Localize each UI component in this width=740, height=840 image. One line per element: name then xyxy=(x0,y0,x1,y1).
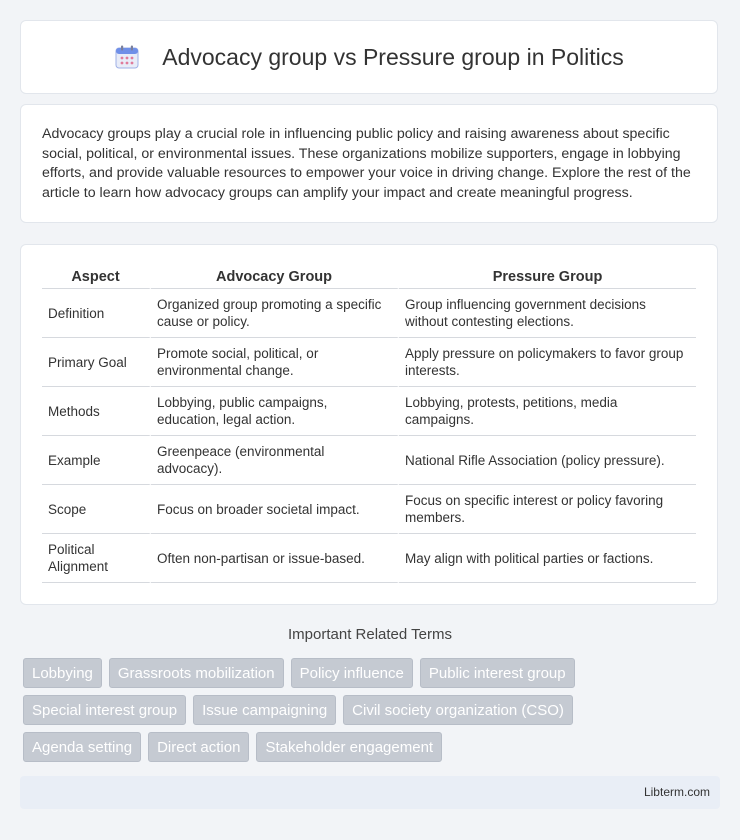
comparison-table xyxy=(42,265,696,583)
tag-agenda-setting[interactable]: Agenda setting xyxy=(23,732,141,762)
row-pressure: National Rifle Association (policy pressure). xyxy=(399,436,696,485)
row-aspect: Primary Goal xyxy=(42,338,151,387)
header-pressure-group: Pressure Group xyxy=(399,265,696,289)
header-aspect: Aspect xyxy=(42,265,151,289)
tag-row xyxy=(23,732,723,762)
tag-lobbying[interactable]: Lobbying xyxy=(23,658,102,688)
tag-row xyxy=(23,658,723,688)
row-pressure: Apply pressure on policymakers to favor group interests. xyxy=(399,338,696,387)
row-advocacy: Promote social, political, or environmental change. xyxy=(151,338,399,387)
tag-issue-campaigning[interactable]: Issue campaigning xyxy=(193,695,336,725)
intro-text: Advocacy groups play a crucial role in influencing public policy and raising awareness about specific social, political, or environmental issues. These organizations mobilize supporters, engage in lobbying efforts, and provide valuable resources to empower your voice in driving change. Explore the rest of the article to learn how advocacy groups can amplify your impact and create meaningful progress. xyxy=(42,126,691,201)
row-pressure: May align with political parties or factions. xyxy=(399,534,696,583)
tag-public-interest-group[interactable]: Public interest group xyxy=(420,658,575,688)
row-advocacy: Greenpeace (environmental advocacy). xyxy=(151,436,399,485)
tag-special-interest-group[interactable]: Special interest group xyxy=(23,695,186,725)
table-row xyxy=(42,387,696,436)
title-wrap xyxy=(114,44,624,71)
tag-policy-influence[interactable]: Policy influence xyxy=(291,658,413,688)
table-row xyxy=(42,534,696,583)
calendar-icon xyxy=(114,44,140,70)
related-terms-title: Important Related Terms xyxy=(288,626,452,643)
tag-grassroots-mobilization[interactable]: Grassroots mobilization xyxy=(109,658,284,688)
comparison-table-card xyxy=(20,244,718,605)
table-row xyxy=(42,436,696,485)
table-row xyxy=(42,485,696,534)
row-pressure: Group influencing government decisions without contesting elections. xyxy=(399,289,696,338)
page-title: Advocacy group vs Pressure group in Politics xyxy=(162,43,624,70)
related-terms-tags xyxy=(23,658,723,769)
row-pressure: Focus on specific interest or policy favoring members. xyxy=(399,485,696,534)
footer-site-link[interactable]: Libterm.com xyxy=(643,785,710,799)
footer xyxy=(20,776,720,809)
row-aspect: Definition xyxy=(42,289,151,338)
intro-card xyxy=(20,104,718,223)
row-advocacy: Often non-partisan or issue-based. xyxy=(151,534,399,583)
tag-direct-action[interactable]: Direct action xyxy=(148,732,249,762)
row-advocacy: Lobbying, public campaigns, education, legal action. xyxy=(151,387,399,436)
row-aspect: Scope xyxy=(42,485,151,534)
row-aspect: Political Alignment xyxy=(42,534,151,583)
header-advocacy-group: Advocacy Group xyxy=(151,265,399,289)
row-pressure: Lobbying, protests, petitions, media campaigns. xyxy=(399,387,696,436)
row-aspect: Methods xyxy=(42,387,151,436)
header-card xyxy=(20,20,718,94)
table-header-row xyxy=(42,265,696,289)
row-advocacy: Organized group promoting a specific cause or policy. xyxy=(151,289,399,338)
tag-civil-society-organization[interactable]: Civil society organization (CSO) xyxy=(343,695,573,725)
table-row xyxy=(42,338,696,387)
tag-row xyxy=(23,695,723,725)
tag-stakeholder-engagement[interactable]: Stakeholder engagement xyxy=(256,732,442,762)
table-row xyxy=(42,289,696,338)
row-aspect: Example xyxy=(42,436,151,485)
row-advocacy: Focus on broader societal impact. xyxy=(151,485,399,534)
